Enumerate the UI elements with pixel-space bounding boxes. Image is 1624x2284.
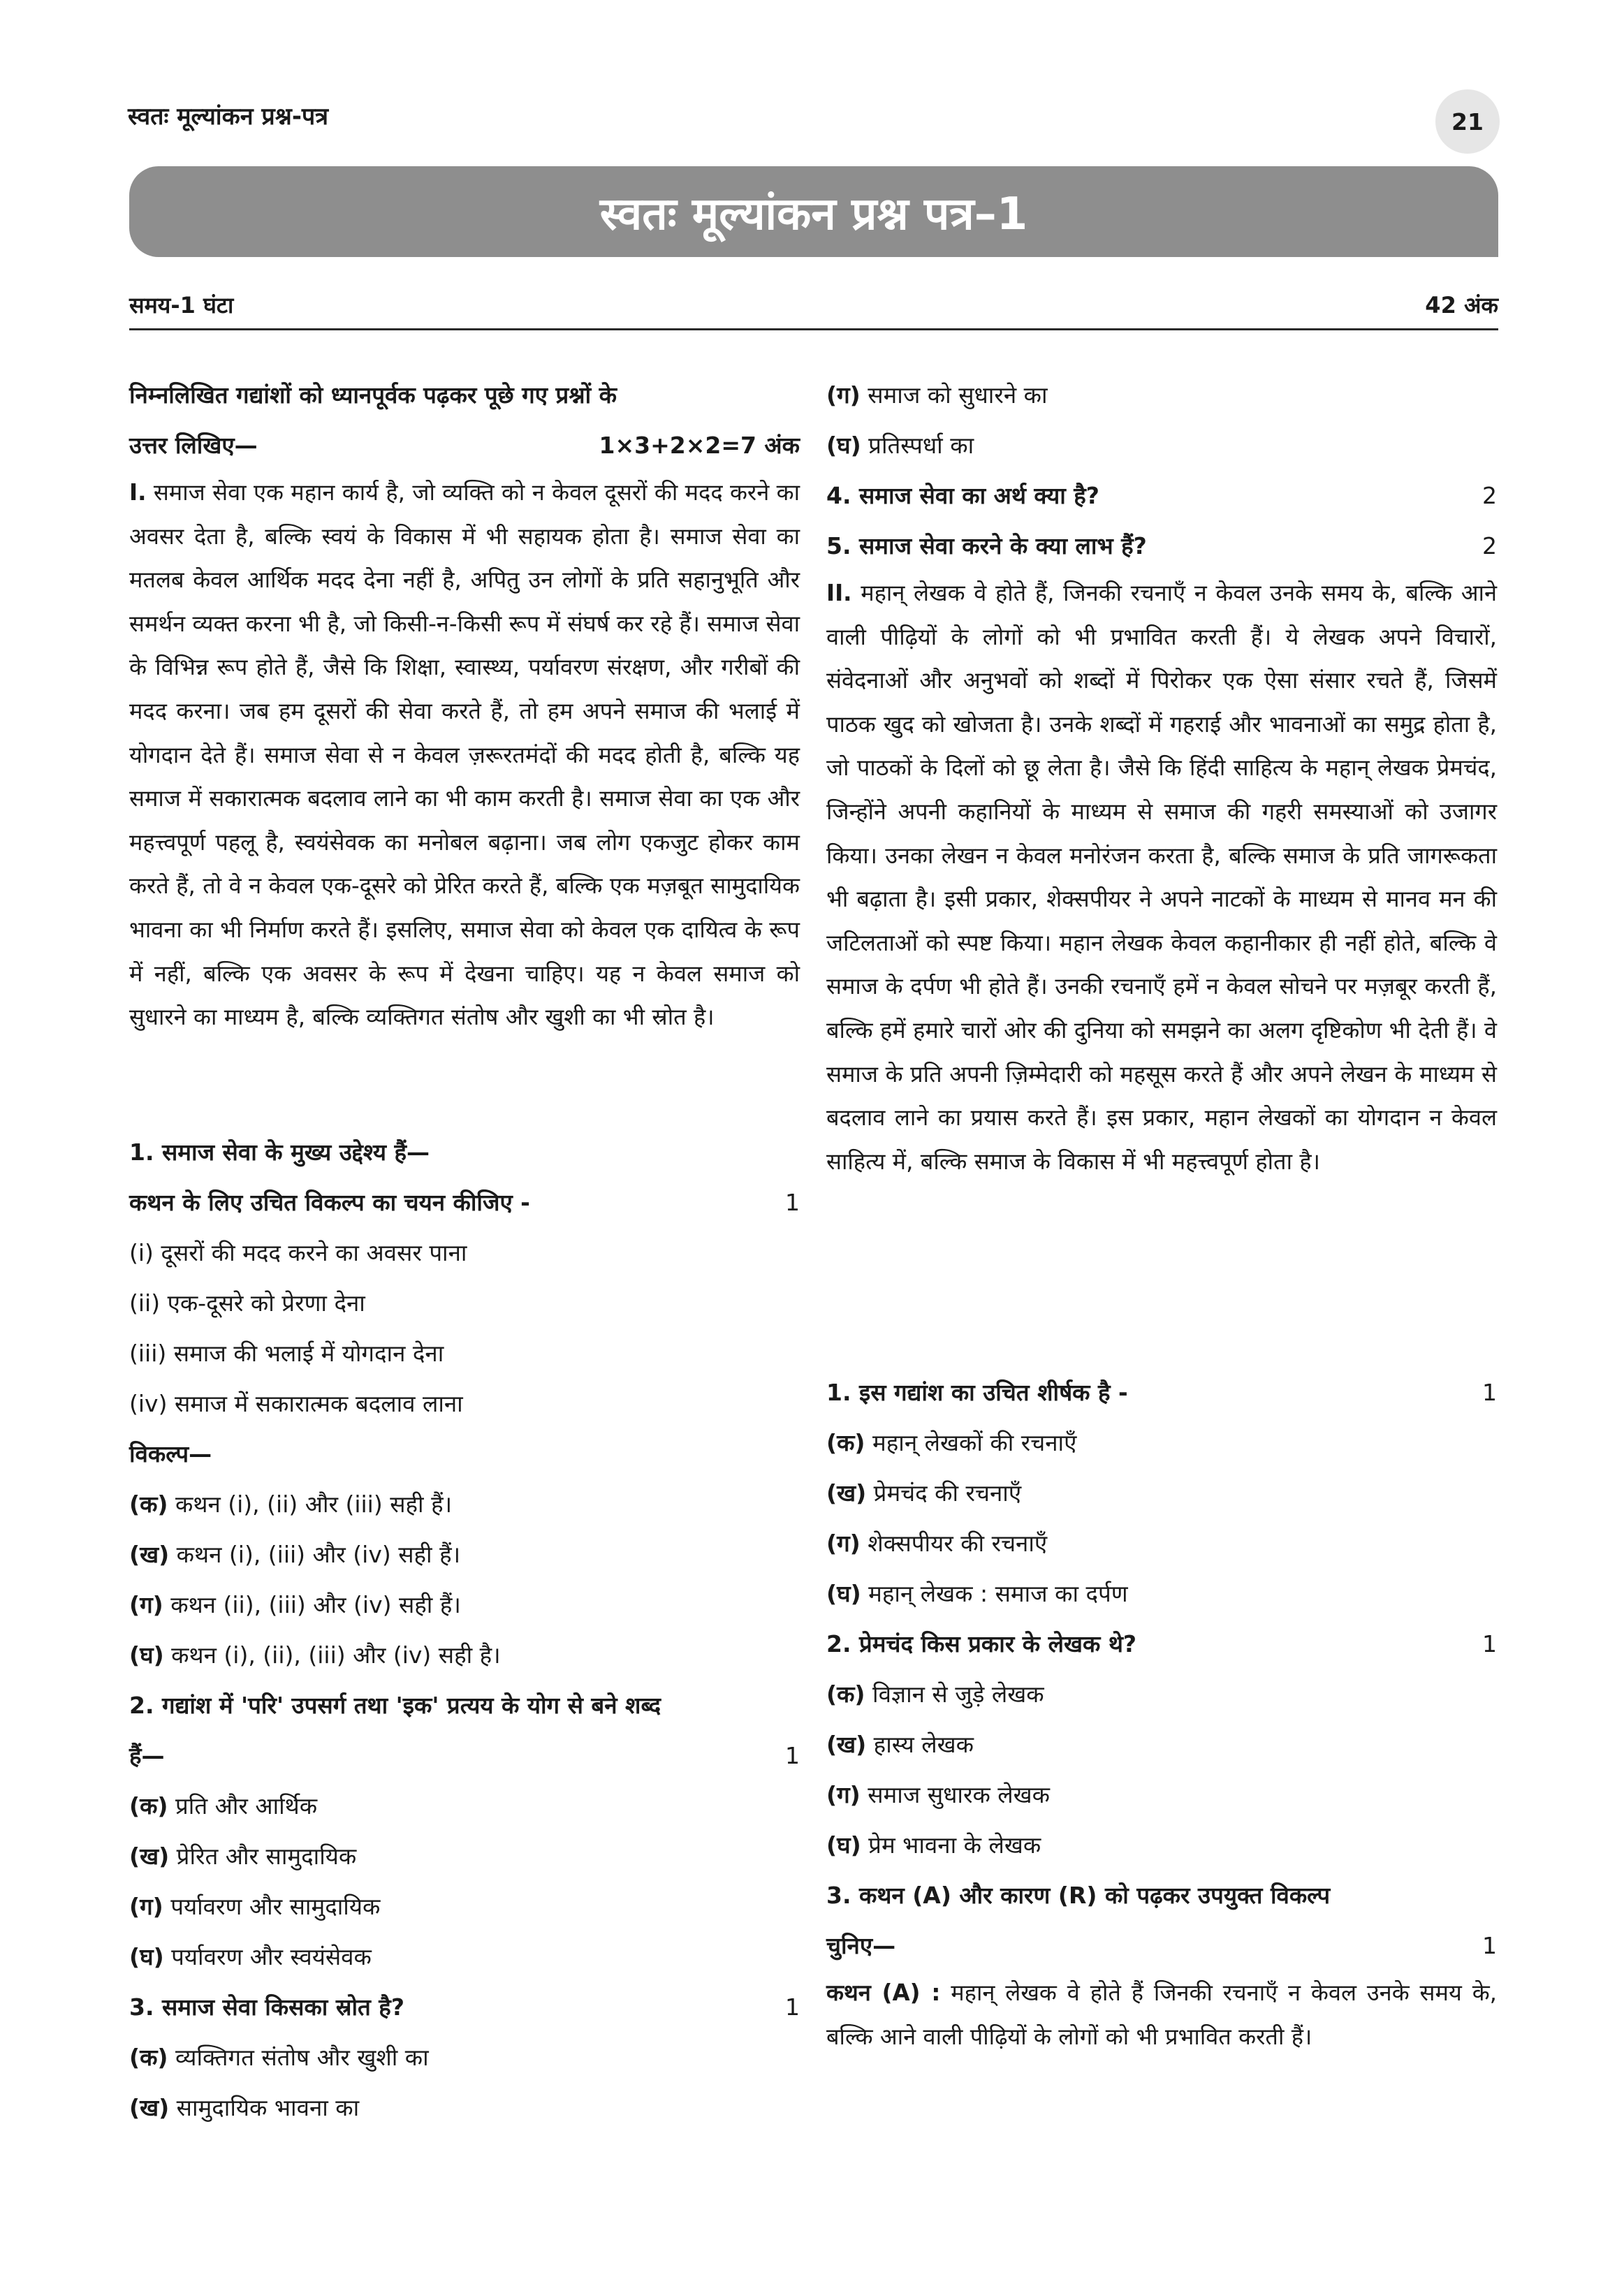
q3-option: (ग) समाज को सुधारने का [826, 381, 1048, 409]
p2-q2-option: (क) विज्ञान से जुड़े लेखक [826, 1681, 1044, 1708]
q5-title: 5. समाज सेवा करने के क्या लाभ हैं? [826, 532, 1147, 559]
passage-2-numeral: II. [826, 580, 852, 606]
q3-title-row [129, 1982, 800, 2033]
right-column [826, 370, 1497, 2058]
passage-2-text: महान् लेखक वे होते हैं, जिनकी रचनाएँ न केवल उनके समय के, बल्कि आने वाली पीढ़ियों के लोगों को भी प्रभावित करती हैं। ये लेखक अपने विचारों, संवेदनाओं और अनुभवों को शब्दों में पिरोकर एक ऐसा संसार रचते हैं, जिसमें पाठक खुद को खोजता है। उनके शब्दों में गहराई और भावनाओं का समुद्र होता है, जो पाठकों के दिलों को छू लेता है। जैसे कि हिंदी साहित्य के महान् लेखक प्रेमचंद, जिन्होंने अपनी कहानियों के माध्यम से समाज की गहरी समस्याओं को उजागर किया। उनका लेखन न केवल मनोरंजन करता है, बल्कि समाज के प्रति जागरूकता भी बढ़ाता है। इसी प्रकार, शेक्सपीयर ने अपने नाटकों के माध्यम से मानव मन की जटिलताओं को स्पष्ट किया। महान लेखक केवल कहानीकार ही नहीं होते, बल्कि वे समाज के दर्पण भी होते हैं। उनकी रचनाएँ हमें न केवल सोचने पर मज़बूर करती हैं, बल्कि हमें हमारे चारों ओर की दुनिया को समझने का अलग दृष्टिकोण भी देती हैं। वे समाज के प्रति अपनी ज़िम्मेदारी को महसूस करते हैं और अपने लेखन के माध्यम से बदलाव लाने का प्रयास करते हैं। इस प्रकार, महान लेखकों का योगदान न केवल साहित्य में, बल्कि समाज के विकास में भी महत्त्वपूर्ण होता है। [826, 580, 1497, 1175]
instruction-marks: 1×3+2×2=7 अंक [599, 432, 800, 459]
q1-instruction-row [129, 1178, 800, 1228]
p2-q1-marks: 1 [1482, 1379, 1497, 1406]
p2-q2-option: (घ) प्रेम भावना के लेखक [826, 1831, 1041, 1859]
instruction-line-2 [129, 420, 800, 471]
q1-option: (ग) कथन (ii), (iii) और (iv) सही हैं। [129, 1591, 461, 1618]
passage-2 [826, 571, 1497, 1368]
page-title-banner: स्वतः मूल्यांकन प्रश्न पत्र–1 [129, 166, 1498, 257]
q4-row [826, 471, 1497, 521]
p2-q1-option: (ग) शेक्सपीयर की रचनाएँ [826, 1530, 1048, 1557]
q3-option: (घ) प्रतिस्पर्धा का [826, 432, 974, 459]
p2-q2-row [826, 1619, 1497, 1669]
q2-title-line-1: 2. गद्यांश में 'परि' उपसर्ग तथा 'इक' प्रत्यय के योग से बने शब्द [129, 1692, 661, 1719]
q5-marks: 2 [1482, 532, 1497, 559]
q1-option: (क) कथन (i), (ii) और (iii) सही हैं। [129, 1491, 453, 1518]
q2-option: (घ) पर्यावरण और स्वयंसेवक [129, 1943, 372, 1970]
q1-options-heading: विकल्प— [129, 1440, 212, 1467]
q3-option: (ख) सामुदायिक भावना का [129, 2094, 360, 2121]
p2-q1-option: (क) महान् लेखकों की रचनाएँ [826, 1429, 1077, 1456]
q1-title: 1. समाज सेवा के मुख्य उद्देश्य हैं— [129, 1139, 430, 1166]
q3-marks: 1 [785, 1993, 800, 2021]
q2-marks: 1 [785, 1742, 800, 1769]
running-head-title: स्वतः मूल्यांकन प्रश्न-पत्र [128, 103, 329, 131]
assertion-paragraph [826, 1971, 1497, 2058]
q1-option: (ख) कथन (i), (iii) और (iv) सही हैं। [129, 1541, 461, 1568]
p2-q1-row [826, 1368, 1497, 1418]
p2-q3-title-line-2: चुनिए— 1 [826, 1921, 1497, 1971]
exam-meta-row [129, 290, 1498, 321]
p2-q3-marks: 1 [1482, 1932, 1497, 1959]
page-number-badge: 21 [1435, 89, 1500, 154]
p2-q1-option: (ख) प्रेमचंद की रचनाएँ [826, 1479, 1022, 1507]
p2-q2-title: 2. प्रेमचंद किस प्रकार के लेखक थे? [826, 1630, 1137, 1657]
assertion-text: महान् लेखक वे होते हैं जिनकी रचनाएँ न केवल उनके समय के, बल्कि आने वाली पीढ़ियों के लोगों को भी प्रभावित करती हैं। [826, 1979, 1497, 2050]
q1-statement: (ii) एक-दूसरे को प्रेरणा देना [129, 1289, 365, 1317]
q1-option: (घ) कथन (i), (ii), (iii) और (iv) सही है। [129, 1641, 501, 1669]
total-marks-label: 42 अंक [1425, 292, 1498, 319]
time-label: समय-1 घंटा [129, 292, 234, 319]
instruction-text: उत्तर लिखिए— [129, 432, 258, 459]
p2-q1-option: (घ) महान् लेखक : समाज का दर्पण [826, 1580, 1128, 1607]
instruction-line-1: निम्नलिखित गद्यांशों को ध्यानपूर्वक पढ़कर पूछे गए प्रश्नों के [129, 381, 617, 409]
q2-option: (ख) प्रेरित और सामुदायिक [129, 1843, 357, 1870]
header-divider [129, 328, 1498, 330]
p2-q2-option: (ग) समाज सुधारक लेखक [826, 1781, 1051, 1808]
q3-title: 3. समाज सेवा किसका स्रोत है? [129, 1993, 404, 2021]
q4-marks: 2 [1482, 482, 1497, 509]
q2-option: (क) प्रति और आर्थिक [129, 1792, 318, 1820]
q2-option: (ग) पर्यावरण और सामुदायिक [129, 1893, 381, 1920]
q1-statement: (i) दूसरों की मदद करने का अवसर पाना [129, 1239, 467, 1266]
q4-title: 4. समाज सेवा का अर्थ क्या है? [826, 482, 1099, 509]
q2-title-line-2: हैं— 1 [129, 1731, 800, 1781]
q1-instruction: कथन के लिए उचित विकल्प का चयन कीजिए - [129, 1189, 530, 1216]
p2-q1-title: 1. इस गद्यांश का उचित शीर्षक है - [826, 1379, 1128, 1406]
q3-option: (क) व्यक्तिगत संतोष और खुशी का [129, 2044, 429, 2071]
assertion-label: कथन (A) : [826, 1979, 941, 2006]
q1-marks: 1 [785, 1189, 800, 1216]
passage-1-text: समाज सेवा एक महान कार्य है, जो व्यक्ति को न केवल दूसरों की मदद करने का अवसर देता है, बल्कि स्वयं के विकास में भी सहायक होता है। समाज सेवा का मतलब केवल आर्थिक मदद देना नहीं है, अपितु उन लोगों के प्रति सहानुभूति और समर्थन व्यक्त करना भी है, जो किसी-न-किसी रूप में संघर्ष कर रहे हैं। समाज सेवा के विभिन्न रूप होते हैं, जैसे कि शिक्षा, स्वास्थ्य, पर्यावरण संरक्षण, और गरीबों की मदद करना। जब हम दूसरों की सेवा करते हैं, तो हम अपने समाज की भलाई में योगदान देते हैं। समाज सेवा से न केवल ज़रूरतमंदों की मदद होती है, बल्कि यह समाज में सकारात्मक बदलाव लाने का भी काम करती है। समाज सेवा का एक और महत्त्वपूर्ण पहलू है, स्वयंसेवक का मनोबल बढ़ाना। जब लोग एकजुट होकर काम करते हैं, तो वे न केवल एक-दूसरे को प्रेरित करते हैं, बल्कि एक मज़बूत सामुदायिक भावना का भी निर्माण करते हैं। इसलिए, समाज सेवा को केवल एक दायित्व के रूप में नहीं, बल्कि एक अवसर के रूप में देखना चाहिए। यह न केवल समाज को सुधारने का माध्यम है, बल्कि व्यक्तिगत संतोष और खुशी का भी स्रोत है। [129, 479, 800, 1031]
left-column [129, 370, 800, 2133]
p2-q2-option: (ख) हास्य लेखक [826, 1731, 974, 1758]
q1-statement: (iii) समाज की भलाई में योगदान देना [129, 1340, 444, 1367]
passage-1-numeral: I. [129, 479, 147, 506]
p2-q3-title-line-1: 3. कथन (A) और कारण (R) को पढ़कर उपयुक्त विकल्प [826, 1882, 1331, 1909]
p2-q2-marks: 1 [1482, 1630, 1497, 1657]
passage-1 [129, 471, 800, 1127]
q1-statement: (iv) समाज में सकारात्मक बदलाव लाना [129, 1390, 463, 1417]
q5-row [826, 521, 1497, 571]
